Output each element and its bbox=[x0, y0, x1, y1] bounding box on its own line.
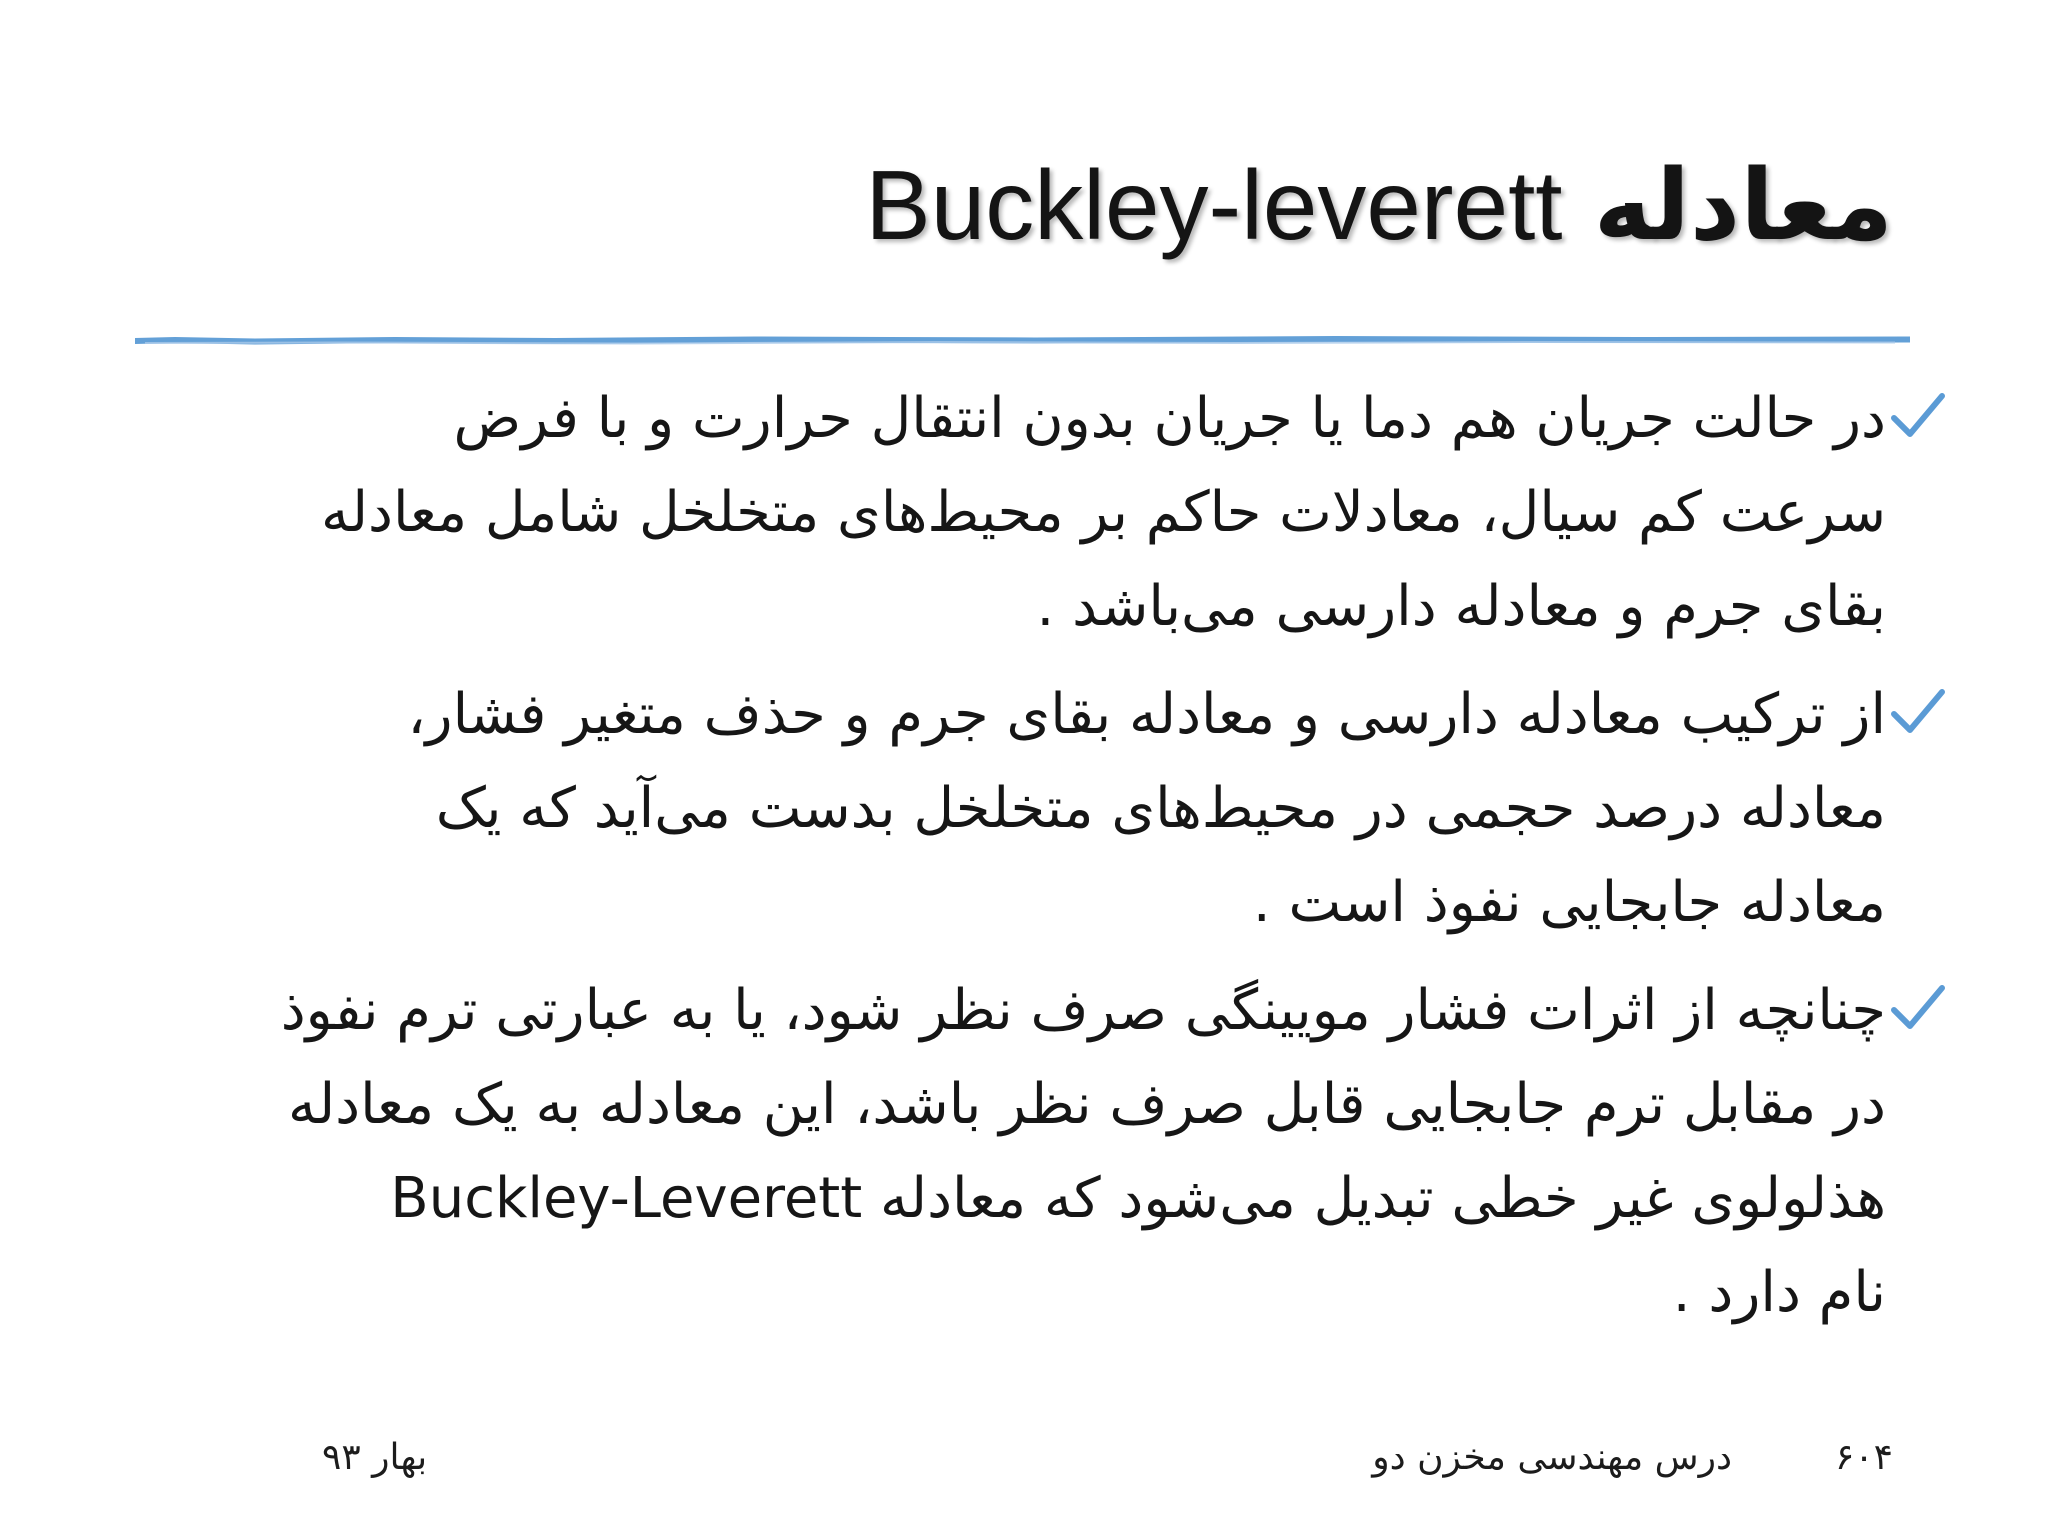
checkmark-icon bbox=[1888, 686, 1948, 740]
bullet-item bbox=[158, 964, 1948, 1340]
bullet-item bbox=[158, 372, 1948, 654]
checkmark-icon bbox=[1888, 982, 1948, 1036]
title-persian-word: معادله bbox=[1593, 149, 1893, 263]
bullet-text: از ترکیب معادله دارسی و معادله بقای جرم و حذف متغیر فشار، معادله درصد حجمی در محیط‌های متخلخل بدست می‌آید که یک معادله جابجایی نفوذ است . bbox=[407, 682, 1886, 935]
title-divider-line bbox=[135, 334, 1910, 346]
bullet-list bbox=[158, 372, 1948, 1354]
bullet-text: در حالت جریان هم دما یا جریان بدون انتقال حرارت و با فرض سرعت کم سیال، معادلات حاکم بر محیط‌های متخلخل شامل معادله بقای جرم و معادله دارسی می‌باشد . bbox=[320, 386, 1886, 639]
footer-date: بهار ۹۳ bbox=[322, 1437, 428, 1478]
bullet-item bbox=[158, 668, 1948, 950]
slide-title bbox=[393, 140, 1893, 270]
footer-course-title: درس مهندسی مخزن دو bbox=[1372, 1437, 1732, 1478]
checkmark-icon bbox=[1888, 390, 1948, 444]
bullet-text: چنانچه از اثرات فشار مویینگی صرف نظر شود، یا به عبارتی ترم نفوذ در مقابل ترم جابجایی قابل صرف نظر باشد، این معادله به یک معادله هذلولوی غیر خطی تبدیل می‌شود که معادله Buckley-Leverett نام دارد . bbox=[280, 978, 1886, 1325]
title-english-term: Buckley-leverett bbox=[865, 150, 1563, 260]
footer-page-number: ۶۰۴ bbox=[1834, 1437, 1893, 1478]
